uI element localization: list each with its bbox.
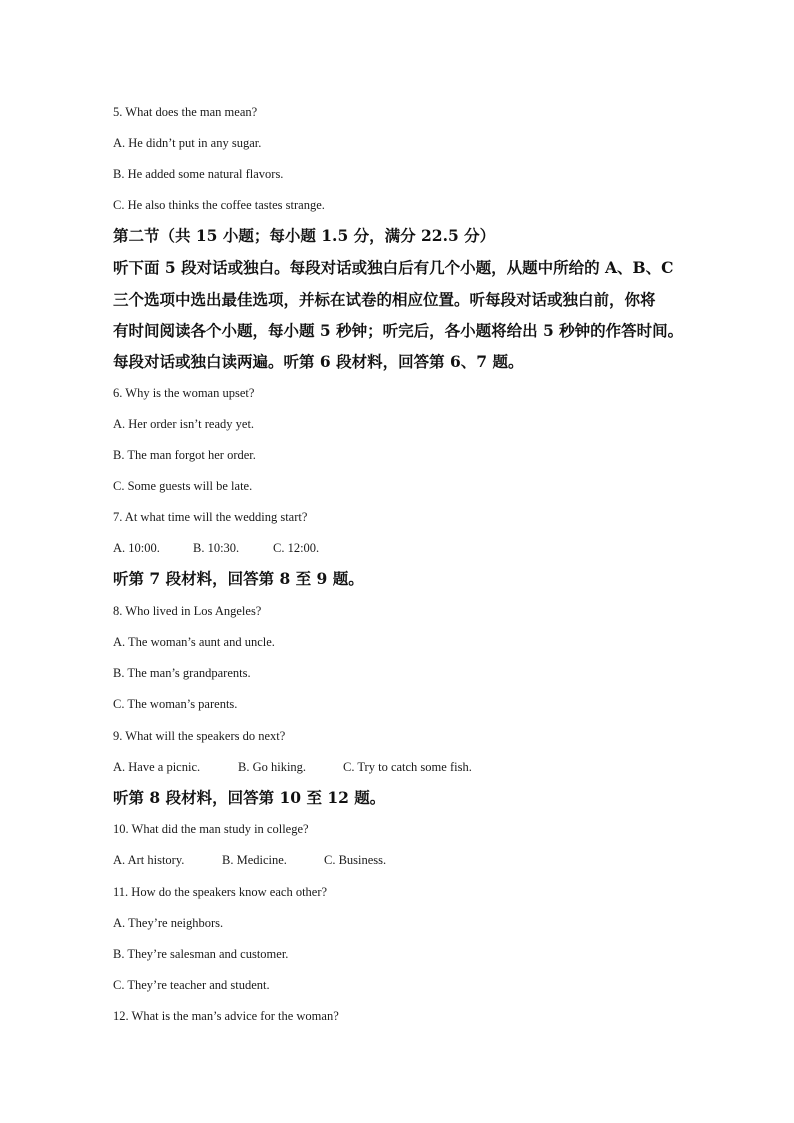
q10-option-a: A. Art history. (113, 853, 185, 867)
q10-options (113, 852, 386, 868)
q5-option-a: A. He didn’t put in any sugar. (113, 136, 262, 150)
q5-question: 5. What does the man mean? (113, 105, 258, 119)
heading-material-8: 听第 8 段材料，回答第 10 至 12 题。 (113, 788, 386, 807)
section2-instruction-line-4: 每段对话或独白读两遍。听第 6 段材料，回答第 6、7 题。 (113, 352, 524, 371)
q11-option-c: C. They’re teacher and student. (113, 978, 270, 992)
q8-option-a: A. The woman’s aunt and uncle. (113, 635, 275, 649)
section2-instruction-line-2: 三个选项中选出最佳选项，并标在试卷的相应位置。听每段对话或独白前，你将 (113, 290, 656, 309)
q6-option-c: C. Some guests will be late. (113, 479, 253, 493)
q9-question: 9. What will the speakers do next? (113, 729, 286, 743)
q10-option-c: C. Business. (324, 853, 387, 867)
q7-option-b: B. 10:30. (193, 541, 240, 555)
q6-option-a: A. Her order isn’t ready yet. (113, 417, 255, 431)
q8-option-b: B. The man’s grandparents. (113, 666, 251, 680)
q8-option-c: C. The woman’s parents. (113, 697, 238, 711)
q5-option-b: B. He added some natural flavors. (113, 167, 284, 181)
section2-instruction-line-3: 有时间阅读各个小题，每小题 5 秒钟；听完后，各小题将给出 5 秒钟的作答时间。 (113, 321, 684, 340)
q7-option-a: A. 10:00. (113, 541, 160, 555)
q9-option-a: A. Have a picnic. (113, 760, 201, 774)
q9-option-c: C. Try to catch some fish. (343, 760, 472, 774)
section2-title: 第二节（共 15 小题；每小题 1.5 分，满分 22.5 分） (113, 226, 496, 245)
q10-option-b: B. Medicine. (222, 853, 287, 867)
heading-material-7: 听第 7 段材料，回答第 8 至 9 题。 (113, 569, 364, 588)
q9-option-b: B. Go hiking. (238, 760, 307, 774)
q12-question: 12. What is the man’s advice for the woman? (113, 1009, 339, 1023)
q11-option-b: B. They’re salesman and customer. (113, 947, 289, 961)
q7-question: 7. At what time will the wedding start? (113, 510, 308, 524)
q7-option-c: C. 12:00. (273, 541, 320, 555)
q6-question: 6. Why is the woman upset? (113, 386, 255, 400)
q11-option-a: A. They’re neighbors. (113, 916, 224, 930)
q10-question: 10. What did the man study in college? (113, 822, 309, 836)
q9-options (113, 759, 472, 775)
q6-option-b: B. The man forgot her order. (113, 448, 256, 462)
q5-option-c: C. He also thinks the coffee tastes strange. (113, 198, 325, 212)
q11-question: 11. How do the speakers know each other? (113, 885, 328, 899)
q8-question: 8. Who lived in Los Angeles? (113, 604, 262, 618)
q7-options (113, 540, 319, 556)
section2-instruction-line-1: 听下面 5 段对话或独白。每段对话或独白后有几个小题，从题中所给的 A、B、C (113, 258, 674, 277)
